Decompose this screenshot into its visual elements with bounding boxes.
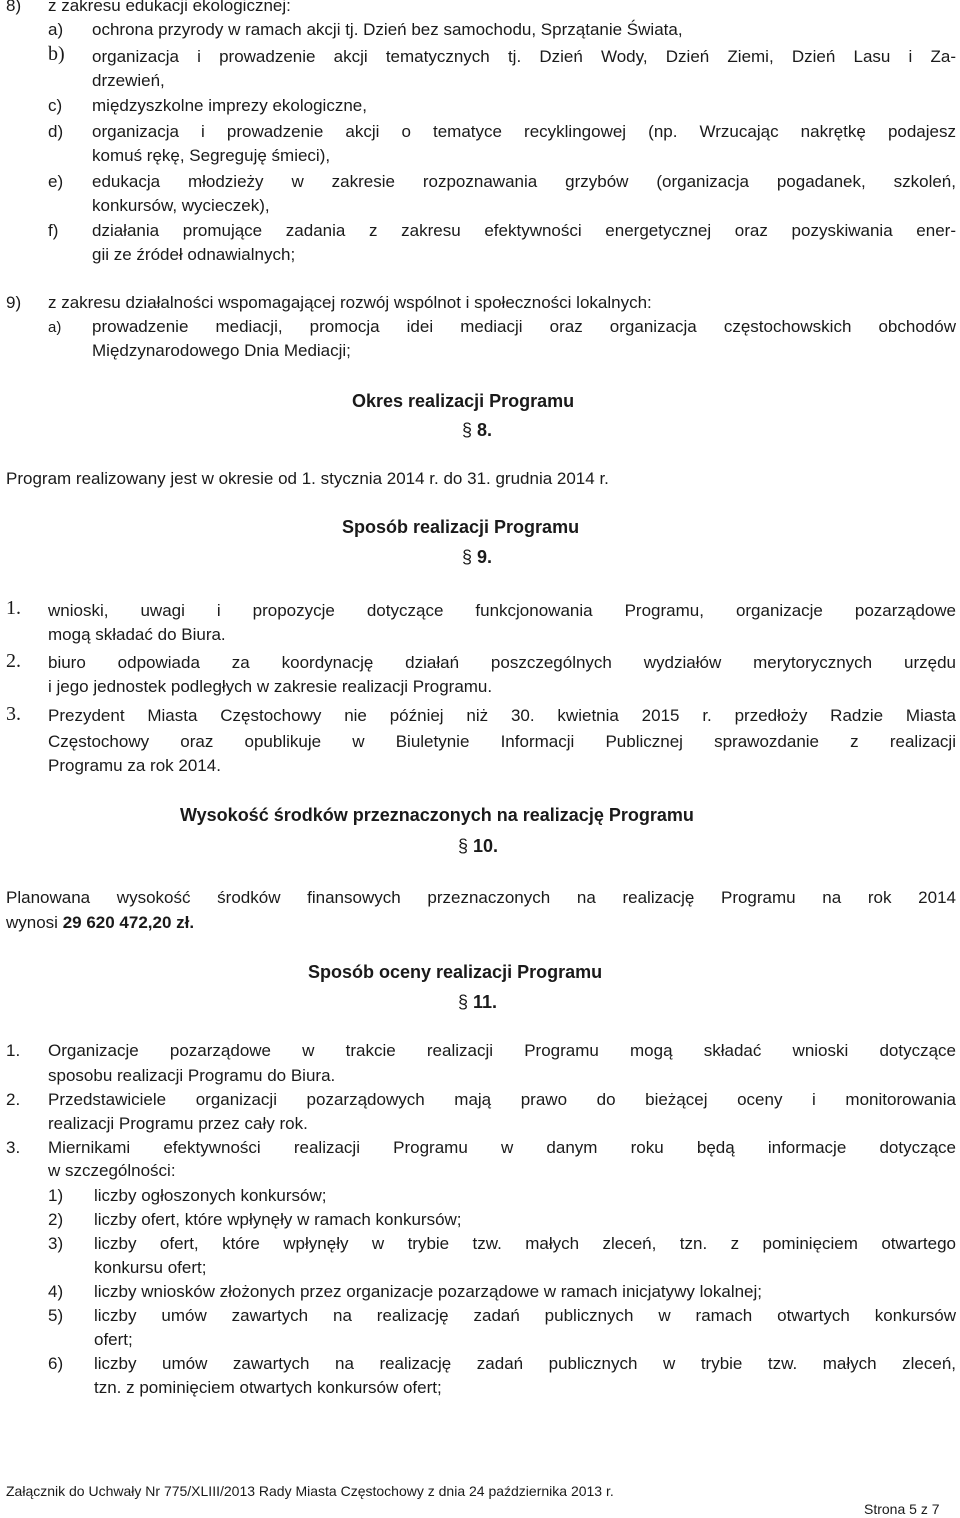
par11-item-2-line-2: realizacji Programu przez cały rok. xyxy=(48,1114,308,1133)
s8-d-line-1: organizacja i prowadzenie akcji o tematyce recyklingowej (np. Wrzucając nakrętkę podajesz xyxy=(92,122,956,141)
par11-sub-3-marker: 3) xyxy=(48,1234,64,1253)
par9-item-1-line-1: wnioski, uwagi i propozycje dotyczące funkcjonowania Programu, organizacje pozarządowe xyxy=(48,601,956,620)
section-sign: § xyxy=(458,836,469,856)
s8-f-marker: f) xyxy=(48,221,59,240)
par11-item-3-line-1: Miernikami efektywności realizacji Programu w danym roku będą informacje dotyczące xyxy=(48,1138,956,1157)
par10-amount: 29 620 472,20 zł. xyxy=(62,913,195,932)
s8-b-marker: b) xyxy=(48,43,65,65)
par9-item-3-line-3: Programu za rok 2014. xyxy=(48,756,221,775)
s8-c-text: międzyszkolne imprezy ekologiczne, xyxy=(92,96,367,115)
footer-page-number: Strona 5 z 7 xyxy=(864,1501,940,1517)
section-sign: § xyxy=(462,420,473,440)
s9-a-marker: a) xyxy=(48,319,62,336)
par9-item-2-line-1: biuro odpowiada za koordynację działań poszczególnych wydziałów merytorycznych urzędu xyxy=(48,653,956,672)
par10-line-2-prefix: wynosi xyxy=(6,913,63,932)
par11-sub-2-marker: 2) xyxy=(48,1210,64,1229)
par11-sub-6-line-1: liczby umów zawartych na realizację zadań publicznych w trybie tzw. małych zleceń, xyxy=(94,1354,956,1373)
section-8-number: 8) xyxy=(6,0,22,15)
par9-item-1-line-2: mogą składać do Biura. xyxy=(48,625,226,644)
par8-number xyxy=(462,418,492,442)
s8-c-marker: c) xyxy=(48,96,63,115)
par9-item-3-line-1: Prezydent Miasta Częstochowy nie później niż 30. kwietnia 2015 r. przedłoży Radzie Miasta xyxy=(48,706,956,725)
par8-text: Program realizowany jest w okresie od 1. stycznia 2014 r. do 31. grudnia 2014 r. xyxy=(6,469,609,488)
s8-f-line-2: gii ze źródeł odnawialnych; xyxy=(92,245,296,264)
par11-sub-1-text: liczby ogłoszonych konkursów; xyxy=(94,1186,327,1205)
section-sign: § xyxy=(458,992,469,1012)
par11-sub-3-line-1: liczby ofert, które wpłynęły w trybie tzw. małych zleceń, tzn. z pominięciem otwartego xyxy=(94,1234,956,1253)
par11-item-3-line-2: w szczególności: xyxy=(48,1161,176,1180)
par10-number-value: 10. xyxy=(473,836,499,856)
par10-line-2 xyxy=(6,912,194,934)
s9-a-line-1: prowadzenie mediacji, promocja idei mediacji oraz organizacja częstochowskich obchodów xyxy=(92,317,956,336)
par11-item-1-marker: 1. xyxy=(6,1041,21,1060)
par11-item-1-line-1: Organizacje pozarządowe w trakcie realizacji Programu mogą składać wnioski dotyczące xyxy=(48,1041,956,1060)
par8-number-value: 8. xyxy=(477,420,493,440)
par11-heading: Sposób oceny realizacji Programu xyxy=(308,962,603,982)
section-8-heading: z zakresu edukacji ekologicznej: xyxy=(48,0,291,15)
section-sign: § xyxy=(462,547,473,567)
par11-item-2-marker: 2. xyxy=(6,1090,21,1109)
par9-number-value: 9. xyxy=(477,547,493,567)
s9-a-line-2: Międzynarodowego Dnia Mediacji; xyxy=(92,341,351,360)
par9-item-2-marker: 2. xyxy=(6,650,21,672)
par11-sub-5-line-2: ofert; xyxy=(94,1330,133,1349)
par11-sub-4-marker: 4) xyxy=(48,1282,64,1301)
par11-item-3-marker: 3. xyxy=(6,1138,21,1157)
s8-f-line-1: działania promujące zadania z zakresu efektywności energetycznej oraz pozyskiwania ener- xyxy=(92,221,956,240)
par11-number-value: 11. xyxy=(473,992,498,1012)
s8-d-line-2: komuś rękę, Segreguję śmieci), xyxy=(92,146,331,165)
par9-item-3-line-2: Częstochowy oraz opublikuje w Biuletynie Informacji Publicznej sprawozdanie z realizacji xyxy=(48,732,956,751)
s8-b-line-2: drzewień, xyxy=(92,71,165,90)
s8-e-marker: e) xyxy=(48,172,64,191)
footer-attachment: Załącznik do Uchwały Nr 775/XLIII/2013 Rady Miasta Częstochowy z dnia 24 października 2013 r. xyxy=(6,1483,614,1499)
par11-sub-5-marker: 5) xyxy=(48,1306,64,1325)
par9-item-3-marker: 3. xyxy=(6,703,21,725)
s8-a-marker: a) xyxy=(48,20,64,39)
s8-e-line-1: edukacja młodzieży w zakresie rozpoznawania grzybów (organizacja pogadanek, szkoleń, xyxy=(92,172,956,191)
par9-item-2-line-2: i jego jednostek podległych w zakresie realizacji Programu. xyxy=(48,677,493,696)
par11-sub-1-marker: 1) xyxy=(48,1186,64,1205)
par8-heading: Okres realizacji Programu xyxy=(352,391,575,411)
section-9-heading: z zakresu działalności wspomagającej rozwój wspólnot i społeczności lokalnych: xyxy=(48,293,652,312)
par9-number xyxy=(462,545,492,569)
par11-sub-5-line-1: liczby umów zawartych na realizację zadań publicznych w ramach otwartych konkursów xyxy=(94,1306,956,1325)
par11-sub-4-text: liczby wniosków złożonych przez organizacje pozarządowe w ramach inicjatywy lokalnej; xyxy=(94,1282,763,1301)
par9-heading: Sposób realizacji Programu xyxy=(342,517,580,537)
s8-d-marker: d) xyxy=(48,122,64,141)
par10-line-1: Planowana wysokość środków finansowych przeznaczonych na realizację Programu na rok 2014 xyxy=(6,888,956,907)
s8-a-text: ochrona przyrody w ramach akcji tj. Dzień bez samochodu, Sprzątanie Świata, xyxy=(92,20,683,39)
par11-item-2-line-1: Przedstawiciele organizacji pozarządowych mają prawo do bieżącej oceny i monitorowania xyxy=(48,1090,956,1109)
par11-sub-2-text: liczby ofert, które wpłynęły w ramach konkursów; xyxy=(94,1210,462,1229)
s8-e-line-2: konkursów, wycieczek), xyxy=(92,196,270,215)
par11-number xyxy=(458,990,497,1014)
par10-heading: Wysokość środków przeznaczonych na realizację Programu xyxy=(180,805,694,825)
par9-item-1-marker: 1. xyxy=(6,597,21,619)
s8-b-line-1: organizacja i prowadzenie akcji tematycznych tj. Dzień Wody, Dzień Ziemi, Dzień Lasu i Za- xyxy=(92,47,956,66)
par10-number xyxy=(458,834,498,858)
par11-sub-3-line-2: konkursu ofert; xyxy=(94,1258,207,1277)
par11-sub-6-line-2: tzn. z pominięciem otwartych konkursów ofert; xyxy=(94,1378,442,1397)
par11-sub-6-marker: 6) xyxy=(48,1354,64,1373)
section-9-number: 9) xyxy=(6,293,22,312)
par11-item-1-line-2: sposobu realizacji Programu do Biura. xyxy=(48,1066,336,1085)
